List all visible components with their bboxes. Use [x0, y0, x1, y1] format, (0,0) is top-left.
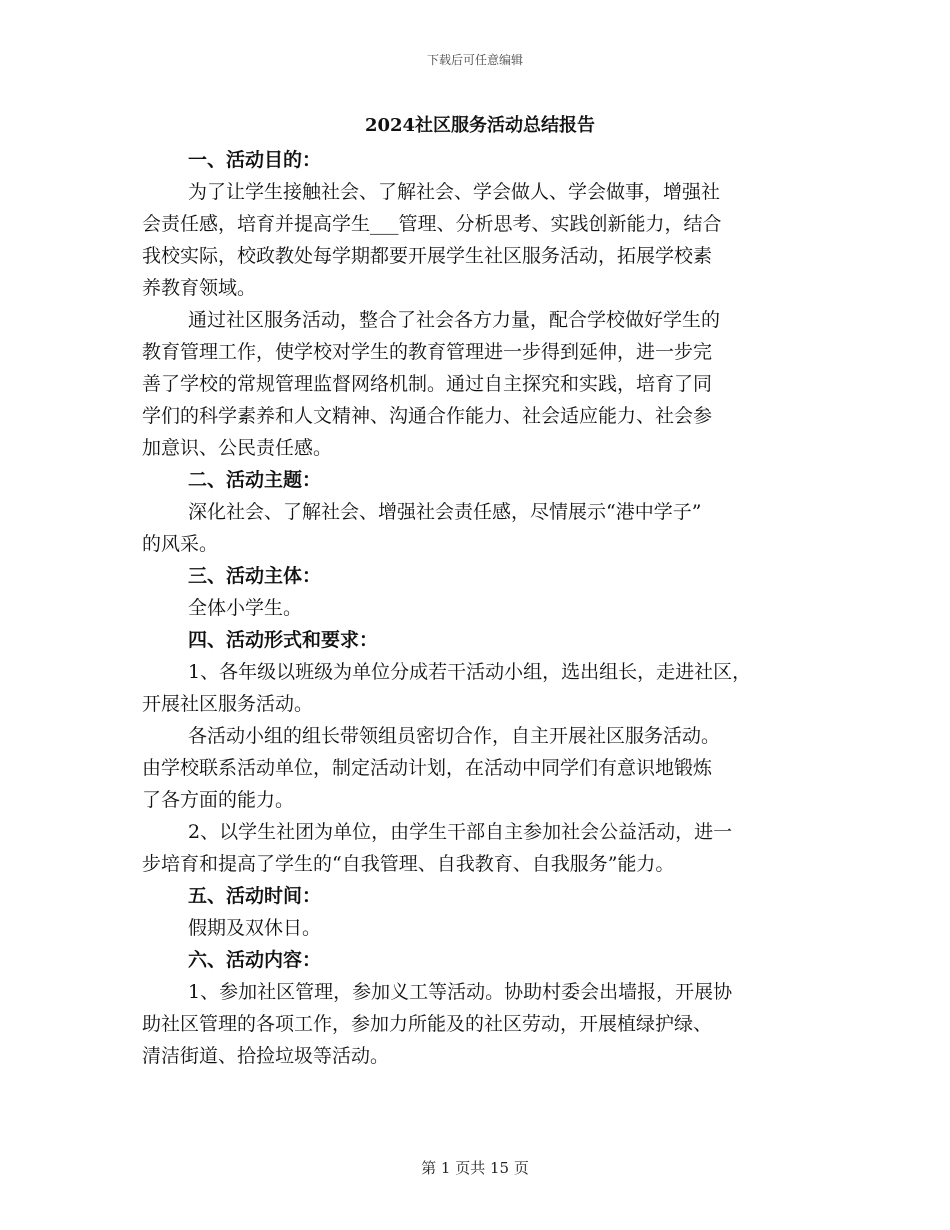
section-heading: 六、活动内容： [188, 949, 322, 971]
document-body [142, 108, 818, 1072]
paragraph-line: 1、参加社区管理，参加义工等活动。协助村委会出墙报，开展协 [188, 981, 733, 1003]
paragraph-line: 通过社区服务活动，整合了社会各方力量，配合学校做好学生的 [188, 309, 721, 331]
paragraph-line: 由学校联系活动单位，制定活动计划，在活动中同学们有意识地锻炼 [142, 757, 713, 779]
paragraph-line: 各活动小组的组长带领组员密切合作，自主开展社区服务活动。 [188, 725, 721, 747]
paragraph-line: 为了让学生接触社会、了解社会、学会做人、学会做事，增强社 [188, 181, 721, 203]
paragraph [142, 720, 818, 816]
paragraph [142, 816, 818, 880]
paragraph [142, 592, 818, 624]
paragraph [142, 976, 818, 1072]
paragraph-line: 的风采。 [142, 533, 219, 555]
paragraph-line: 加意识、公民责任感。 [142, 437, 333, 459]
paragraph-line: 1、各年级以班级为单位分成若干活动小组，选出组长，走进社区， [188, 661, 752, 683]
paragraph-line: 假期及双休日。 [188, 917, 322, 939]
paragraph [142, 656, 818, 720]
paragraph-line: 了各方面的能力。 [142, 789, 295, 811]
paragraph [142, 176, 818, 304]
paragraph-line: 全体小学生。 [188, 597, 303, 619]
section-heading: 五、活动时间： [188, 885, 322, 907]
section-heading: 一、活动目的： [188, 149, 322, 171]
section-heading: 三、活动主体： [188, 565, 322, 587]
paragraph-line: 养教育领域。 [142, 277, 257, 299]
paragraph-line: 开展社区服务活动。 [142, 693, 314, 715]
paragraph-line: 善了学校的常规管理监督网络机制。通过自主探究和实践，培育了同 [142, 373, 713, 395]
paragraph-line: 会责任感，培育并提高学生___管理、分析思考、实践创新能力，结合 [142, 213, 722, 235]
paragraph-line: 教育管理工作，使学校对学生的教育管理进一步得到延伸，进一步完 [142, 341, 713, 363]
paragraph-line: 学们的科学素养和人文精神、沟通合作能力、社会适应能力、社会参 [142, 405, 713, 427]
section-heading: 二、活动主题： [188, 469, 322, 491]
section-heading: 四、活动形式和要求： [188, 629, 379, 651]
paragraph-line: 深化社会、了解社会、增强社会责任感，尽情展示“港中学子” [188, 501, 702, 523]
paragraph-line: 2、以学生社团为单位，由学生干部自主参加社会公益活动，进一 [188, 821, 733, 843]
paragraph-line: 清洁街道、拾捡垃圾等活动。 [142, 1045, 390, 1067]
paragraph [142, 304, 818, 464]
document-title: 2024社区服务活动总结报告 [364, 115, 596, 136]
document-sections [142, 144, 818, 1072]
paragraph-line: 助社区管理的各项工作，参加力所能及的社区劳动，开展植绿护绿、 [142, 1013, 713, 1035]
paragraph [142, 912, 818, 944]
page-header: 下载后可任意编辑 [426, 53, 523, 67]
page-footer: 第 1 页共 15 页 [421, 1159, 529, 1177]
paragraph [142, 496, 818, 560]
paragraph-line: 步培育和提高了学生的“自我管理、自我教育、自我服务”能力。 [142, 853, 675, 875]
paragraph-line: 我校实际，校政教处每学期都要开展学生社区服务活动，拓展学校素 [142, 245, 713, 267]
